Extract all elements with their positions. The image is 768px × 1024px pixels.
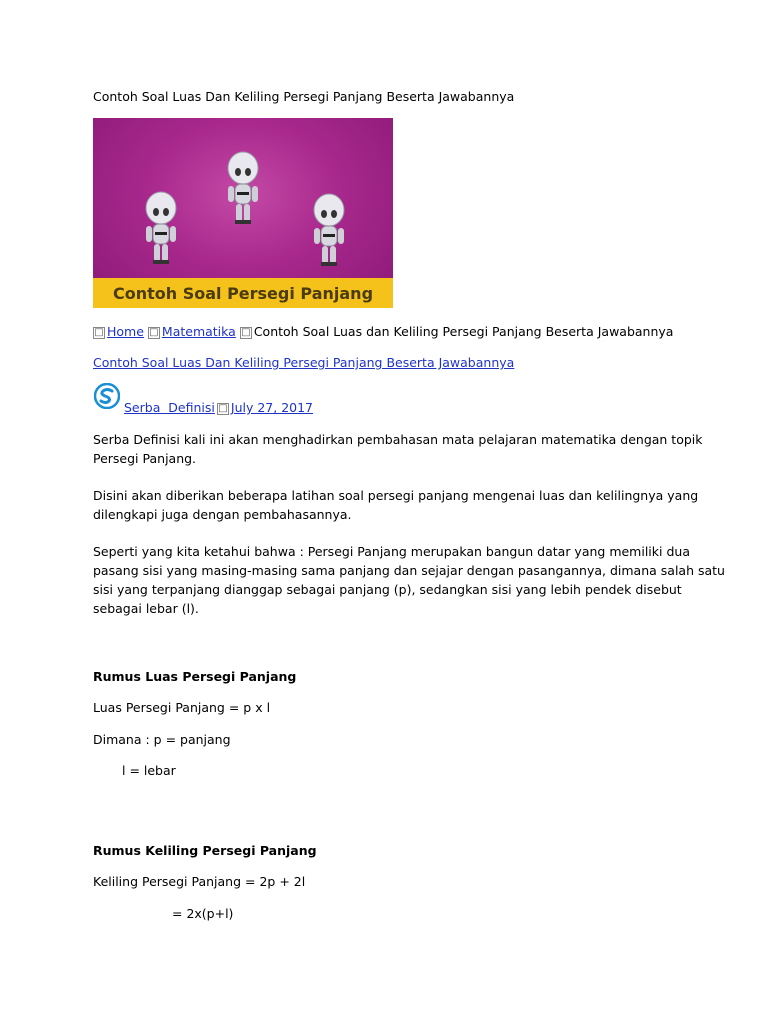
formula-keliling-alt: = 2x(p+l) — [172, 906, 234, 921]
paragraph-line: Seperti yang kita ketahui bahwa : Persegi Panjang merupakan bangun datar yang memiliki dua — [93, 544, 690, 559]
variable-definition: l = lebar — [122, 763, 176, 778]
paragraph-line: sisi yang terpanjang dianggap sebagai panjang (p), sedangkan sisi yang lebih pendek disebut — [93, 582, 682, 597]
banner-image — [93, 118, 393, 308]
section-heading-keliling: Rumus Keliling Persegi Panjang — [93, 843, 317, 858]
paragraph-line: pasang sisi yang masing-masing sama panjang dan sejajar dengan pasangannya, dimana salah satu — [93, 563, 725, 578]
robot-figure — [141, 190, 181, 270]
paragraph-line: Disini akan diberikan beberapa latihan soal persegi panjang mengenai luas dan kelilingnya yang — [93, 488, 699, 503]
paragraph-line: Serba Definisi kali ini akan menghadirkan pembahasan mata pelajaran matematika dengan topik — [93, 432, 703, 447]
breadcrumb — [93, 322, 673, 341]
article-title-link[interactable]: Contoh Soal Luas Dan Keliling Persegi Panjang Beserta Jawabannya — [93, 355, 515, 370]
formula-keliling: Keliling Persegi Panjang = 2p + 2l — [93, 874, 306, 889]
breadcrumb-current: Contoh Soal Luas dan Keliling Persegi Panjang Beserta Jawabannya — [253, 324, 674, 339]
separator-icon: □ — [149, 327, 159, 338]
robot-figure — [223, 150, 263, 230]
document-title: Contoh Soal Luas Dan Keliling Persegi Panjang Beserta Jawabannya — [93, 89, 515, 104]
robot-figure — [309, 192, 349, 272]
author-link[interactable]: Serba Definisi — [124, 400, 215, 415]
banner-caption: Contoh Soal Persegi Panjang — [93, 278, 393, 308]
separator-icon: □ — [241, 327, 251, 338]
bullet-icon: □ — [94, 327, 104, 338]
site-logo-icon — [94, 383, 120, 409]
paragraph-line: sebagai lebar (l). — [93, 601, 199, 616]
variable-definition: Dimana : p = panjang — [93, 732, 231, 747]
separator-icon: □ — [218, 403, 228, 414]
section-heading-luas: Rumus Luas Persegi Panjang — [93, 669, 297, 684]
breadcrumb-home-link[interactable] — [93, 324, 144, 339]
breadcrumb-home-label: Home — [107, 324, 144, 339]
paragraph-line: dilengkapi juga dengan pembahasannya. — [93, 507, 352, 522]
breadcrumb-category-link[interactable]: Matematika — [161, 324, 236, 339]
author-date-row — [124, 398, 313, 417]
date-link[interactable]: July 27, 2017 — [230, 400, 314, 415]
formula-luas: Luas Persegi Panjang = p x l — [93, 700, 271, 715]
paragraph-line: Persegi Panjang. — [93, 451, 197, 466]
